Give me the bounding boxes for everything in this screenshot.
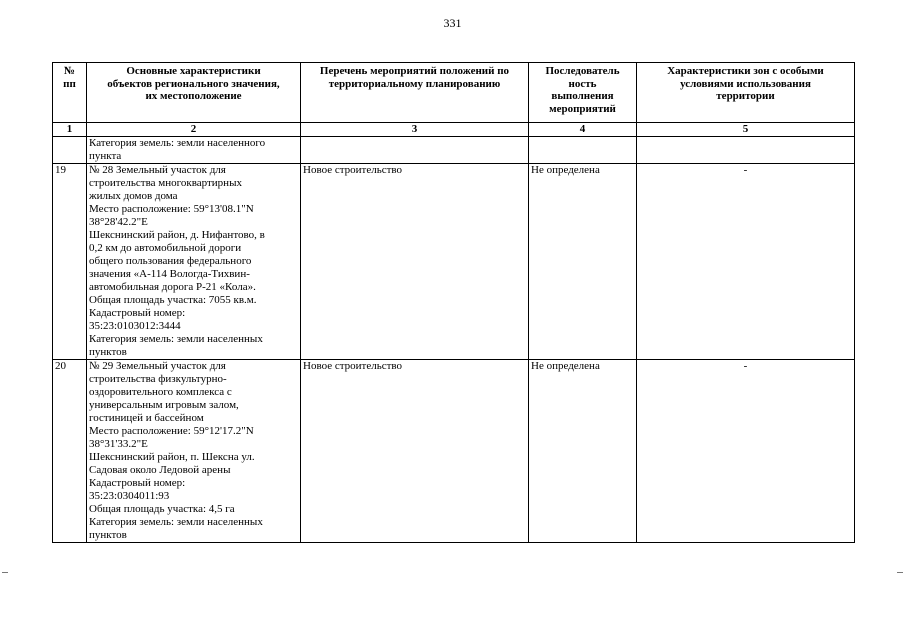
regional-objects-table <box>52 62 855 543</box>
zone-characteristics: - <box>637 164 855 360</box>
header-zones: Характеристики зон с особыми условиями использования территории <box>637 63 855 123</box>
header-order: Последователь ность выполнения мероприятий <box>529 63 637 123</box>
planning-events: Новое строительство <box>301 164 529 360</box>
scan-mark <box>2 572 8 573</box>
column-number: 2 <box>87 123 301 137</box>
planning-events <box>301 137 529 164</box>
column-number-row <box>53 123 855 137</box>
row-number: 20 <box>53 360 87 543</box>
object-description: № 29 Земельный участок для строительства физкультурно- оздоровительного комплекса с универсальным игровым залом, гостиницей и бассейном Место расположение: 59°12'17.2"N 38°31'33.2"E Шекснинский район, п. Шексна ул. Садовая около Ледовой арены Кадастровый номер: 35:23:0304011:93 Общая площадь участка: 4,5 га Категория земель: земли населенных пунктов <box>87 360 301 543</box>
column-number: 1 <box>53 123 87 137</box>
column-number: 4 <box>529 123 637 137</box>
execution-order: Не определена <box>529 164 637 360</box>
object-description: Категория земель: земли населенного пункта <box>87 137 301 164</box>
planning-events: Новое строительство <box>301 360 529 543</box>
execution-order: Не определена <box>529 360 637 543</box>
header-events: Перечень мероприятий положений по территориальному планированию <box>301 63 529 123</box>
table-row <box>53 137 855 164</box>
page-number: 331 <box>443 16 462 30</box>
row-number: 19 <box>53 164 87 360</box>
table-row <box>53 360 855 543</box>
object-description: № 28 Земельный участок для строительства многоквартирных жилых домов дома Место расположение: 59°13'08.1"N 38°28'42.2"E Шекснинский район, д. Нифантово, в 0,2 км до автомобильной дороги общего пользования федерального значения «А-114 Вологда-Тихвин- автомобильная дорога Р-21 «Кола». Общая площадь участка: 7055 кв.м. Кадастровый номер: 35:23:0103012:3444 Категория земель: земли населенных пунктов <box>87 164 301 360</box>
column-number: 3 <box>301 123 529 137</box>
zone-characteristics <box>637 137 855 164</box>
scan-mark <box>897 572 903 573</box>
column-number: 5 <box>637 123 855 137</box>
table-header-row <box>53 63 855 123</box>
header-num: № пп <box>53 63 87 123</box>
row-number <box>53 137 87 164</box>
zone-characteristics: - <box>637 360 855 543</box>
table-row <box>53 164 855 360</box>
header-characteristics: Основные характеристики объектов регионального значения, их местоположение <box>87 63 301 123</box>
execution-order <box>529 137 637 164</box>
